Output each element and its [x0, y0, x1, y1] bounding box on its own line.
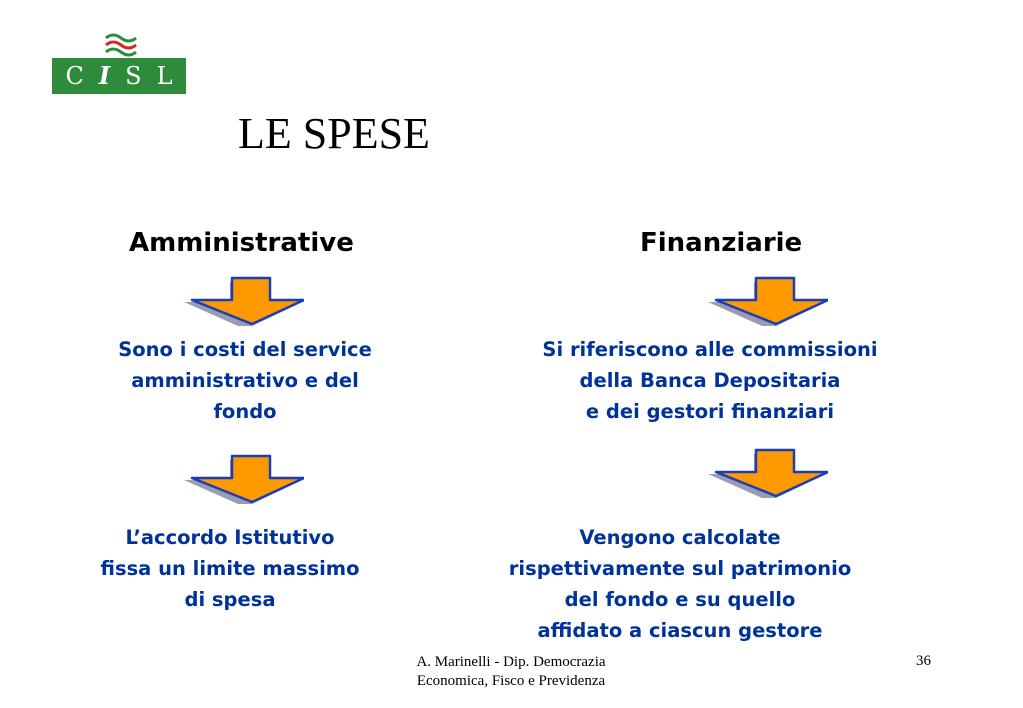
text-line: Si riferiscono alle commissioni: [542, 338, 878, 361]
text-line: L’accordo Istitutivo: [125, 526, 335, 549]
slide-title: LE SPESE: [238, 109, 430, 158]
heading-amministrative: Amministrative: [129, 228, 354, 258]
text-block-admin-costs: [60, 334, 430, 427]
footer-author: [380, 653, 642, 691]
down-arrow-icon: [180, 454, 304, 506]
text-line: della Banca Depositaria: [579, 369, 841, 392]
text-block-spending-limit: [45, 522, 415, 615]
text-line: Sono i costi del service: [118, 338, 372, 361]
text-block-calculation: [470, 522, 890, 646]
down-arrow-icon: [180, 276, 304, 328]
down-arrow-icon: [704, 276, 828, 328]
text-line: Vengono calcolate: [579, 526, 781, 549]
logo-letter: S: [125, 62, 142, 90]
logo-waves-icon: [104, 30, 138, 60]
logo-letter: L: [156, 62, 173, 90]
cisl-logo: [52, 30, 186, 94]
logo-letter: C: [65, 62, 84, 90]
text-line: di spesa: [184, 588, 276, 611]
text-line: fondo: [213, 400, 277, 423]
text-line: rispettivamente sul patrimonio: [508, 557, 852, 580]
logo-box: [52, 58, 186, 94]
text-line: amministrativo e del: [131, 369, 359, 392]
text-line: fissa un limite massimo: [100, 557, 360, 580]
text-line: affidato a ciascun gestore: [537, 619, 823, 642]
footer-line: A. Marinelli - Dip. Democrazia: [416, 654, 606, 670]
down-arrow-icon: [704, 448, 828, 500]
text-line: del fondo e su quello: [564, 588, 796, 611]
logo-letter: I: [98, 61, 111, 90]
heading-finanziarie: Finanziarie: [640, 228, 803, 258]
text-line: e dei gestori finanziari: [585, 400, 835, 423]
footer-line: Economica, Fisco e Previdenza: [416, 673, 606, 689]
text-block-commissions: [500, 334, 920, 427]
page-number: 36: [916, 653, 931, 669]
